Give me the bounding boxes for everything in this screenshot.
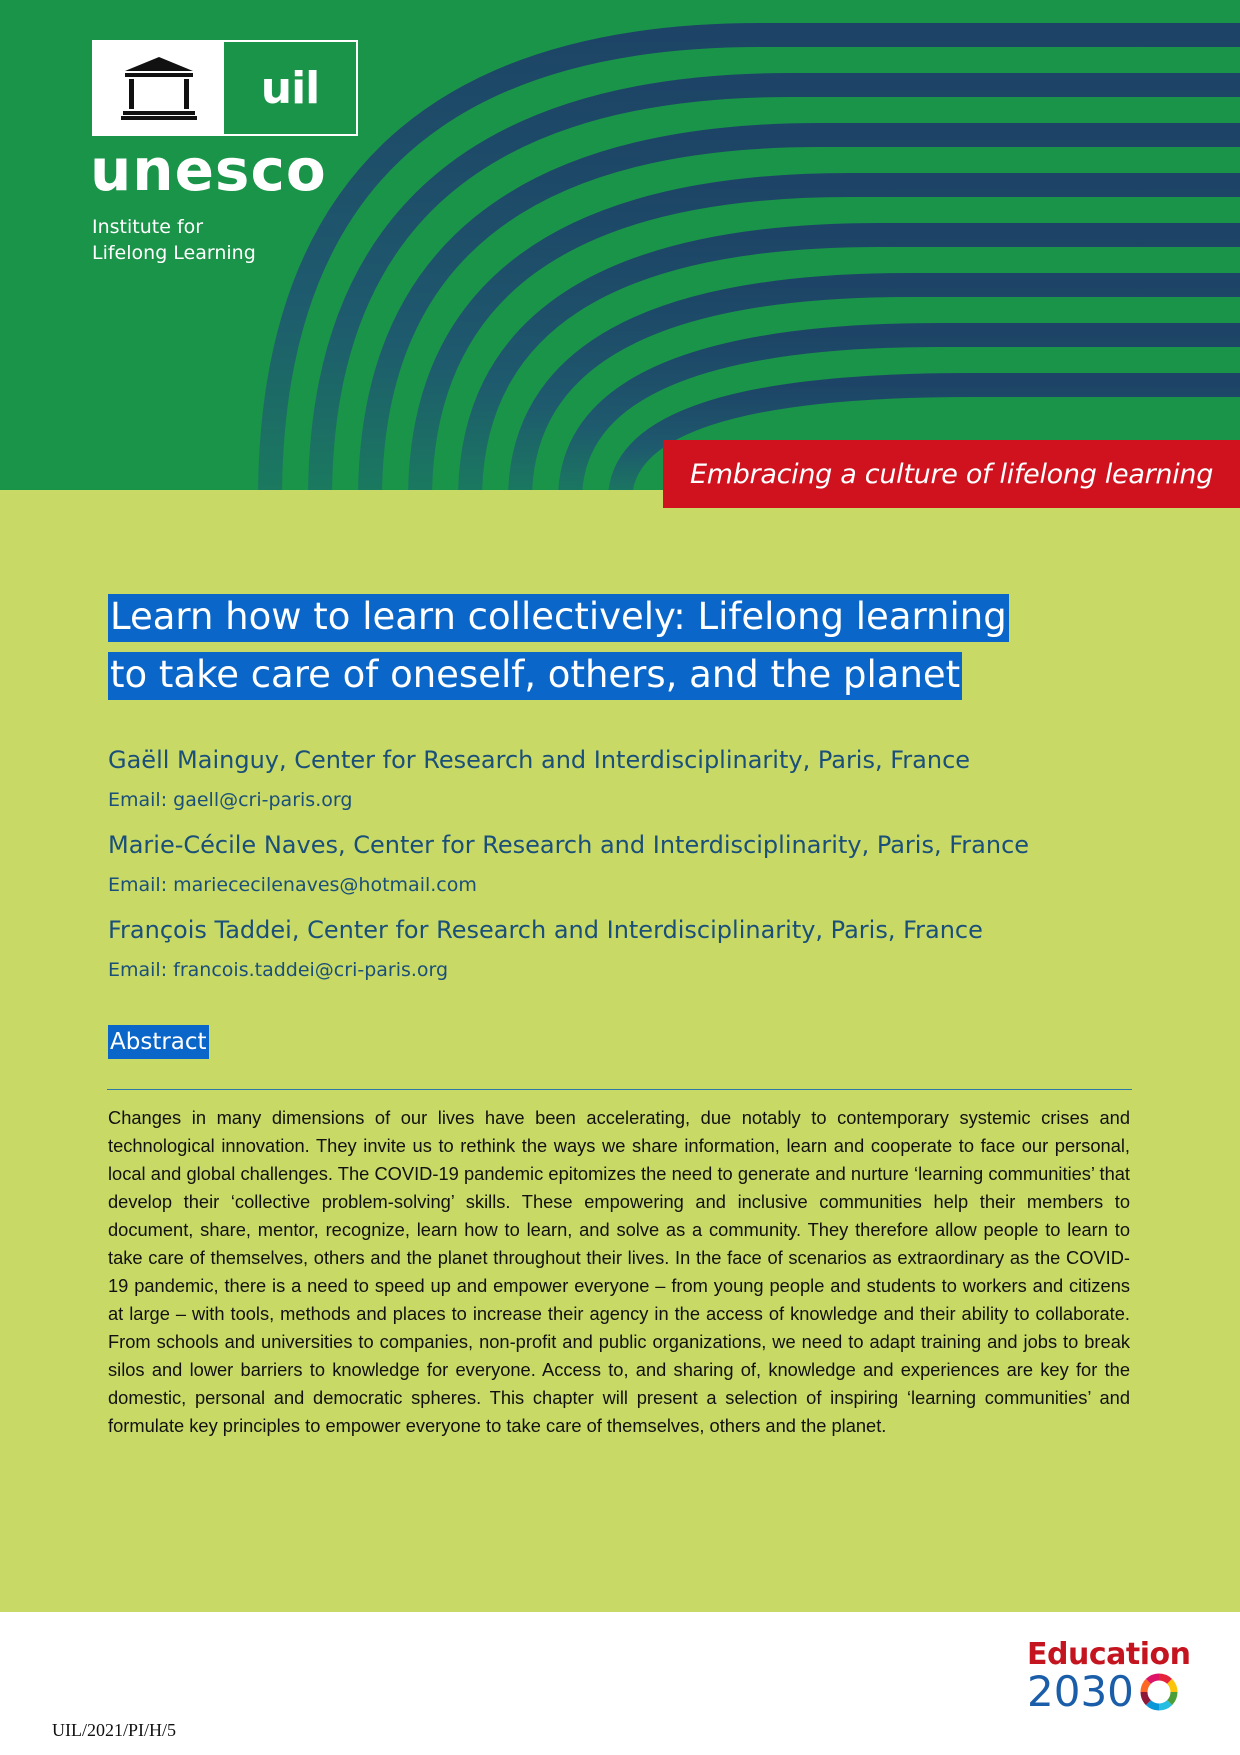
unesco-temple-logo: [94, 42, 224, 134]
uil-wordmark: uil: [260, 62, 320, 114]
unesco-wordmark: unesco: [90, 136, 327, 204]
author-3-email[interactable]: Email: francois.taddei@cri-paris.org: [108, 959, 449, 981]
abstract-heading: Abstract: [108, 1025, 209, 1059]
education-word: Education: [1027, 1637, 1191, 1672]
uil-logo: [92, 40, 358, 136]
author-2-email[interactable]: Email: mariececilenaves@hotmail.com: [108, 874, 477, 896]
author-1: Gaëll Mainguy, Center for Research and Interdisciplinarity, Paris, France: [108, 746, 971, 774]
page-title: [108, 588, 1098, 704]
education-year: 2030: [1027, 1667, 1134, 1716]
header-banner: [0, 0, 1240, 490]
divider: [107, 1089, 1132, 1090]
temple-icon: [121, 55, 197, 121]
institute-line-1: Institute for: [92, 216, 204, 238]
author-3: François Taddei, Center for Research and Interdisciplinarity, Paris, France: [108, 916, 983, 944]
abstract-text: Changes in many dimensions of our lives have been accelerating, due notably to contemporary systemic crises and technological innovation. They invite us to rethink the ways we share information, learn and cooperate to face our personal, local and global challenges. The COVID-19 pandemic epitomizes the need to generate and nurture ‘learning communities’ that develop their ‘collective problem-solving’ skills. These empowering and inclusive communities help their members to document, share, mentor, recognize, learn how to learn, and solve as a community. They therefore allow people to learn to take care of themselves, others and the planet throughout their lives. In the face of scenarios as extraordinary as the COVID-19 pandemic, there is a need to speed up and empower everyone – from young people and students to workers and citizens at large – with tools, methods and places to increase their agency in the access of knowledge and their ability to collaborate. From schools and universities to companies, non-profit and public organizations, we need to adapt training and jobs to break silos and lower barriers to knowledge for everyone. Access to, and sharing of, knowledge and experiences are key for the domestic, personal and democratic spheres. This chapter will present a selection of inspiring ‘learning communities’ and formulate key principles to empower everyone to take care of themselves, others and the planet.: [108, 1107, 1130, 1436]
tagline-banner: Embracing a culture of lifelong learning: [663, 440, 1240, 508]
author-2: Marie-Cécile Naves, Center for Research and Interdisciplinarity, Paris, France: [108, 831, 1030, 859]
education-2030-logo: [1027, 1637, 1191, 1716]
sdg-wheel-icon: [1140, 1673, 1178, 1711]
institute-line-2: Lifelong Learning: [92, 242, 256, 264]
document-code: UIL/2021/PI/H/5: [52, 1720, 176, 1740]
author-1-email[interactable]: Email: gaell@cri-paris.org: [108, 789, 353, 811]
title-line-2: to take care of oneself, others, and the planet: [108, 652, 962, 700]
title-line-1: Learn how to learn collectively: Lifelong learning: [108, 594, 1009, 642]
